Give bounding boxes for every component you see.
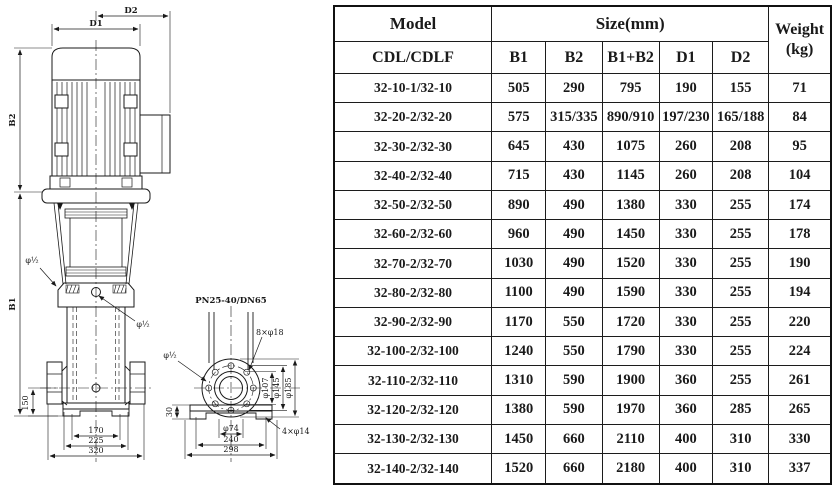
cell-d2: 155 <box>712 73 768 102</box>
dim-label-30: 30 <box>165 406 174 418</box>
dim-label-74: φ74 <box>223 424 239 433</box>
table-row <box>334 366 831 395</box>
table-row <box>334 73 831 102</box>
table-row <box>334 424 831 453</box>
col-header-series: CDL/CDLF <box>334 42 492 74</box>
table-row <box>334 249 831 278</box>
table-row <box>334 307 831 336</box>
cell-weight: 220 <box>769 307 831 336</box>
dim-label-225: 225 <box>88 436 104 445</box>
cell-b1b2: 2180 <box>602 454 659 484</box>
dim-label-107: φ107 <box>261 377 270 399</box>
cell-b1: 715 <box>492 161 546 190</box>
front-view <box>14 11 170 462</box>
cell-model: 32-60-2/32-60 <box>334 220 492 249</box>
table-row <box>334 395 831 424</box>
cell-b1: 1030 <box>492 249 546 278</box>
cell-model: 32-20-2/32-20 <box>334 103 492 132</box>
cell-d2: 255 <box>712 337 768 366</box>
cell-b1: 960 <box>492 220 546 249</box>
cell-d2: 208 <box>712 132 768 161</box>
cell-model: 32-130-2/32-130 <box>334 424 492 453</box>
cell-b1b2: 1790 <box>602 337 659 366</box>
cell-d2: 255 <box>712 190 768 219</box>
cell-b2: 290 <box>546 73 602 102</box>
table-row <box>334 337 831 366</box>
dim-label-150: 150 <box>21 395 30 411</box>
cell-model: 32-10-1/32-10 <box>334 73 492 102</box>
cell-b1b2: 1450 <box>602 220 659 249</box>
cell-b1b2: 795 <box>602 73 659 102</box>
cell-b1: 575 <box>492 103 546 132</box>
cell-b1: 505 <box>492 73 546 102</box>
cell-d1: 330 <box>659 220 712 249</box>
cell-d1: 330 <box>659 337 712 366</box>
cell-b2: 590 <box>546 366 602 395</box>
cell-b2: 430 <box>546 132 602 161</box>
cell-d1: 260 <box>659 132 712 161</box>
cell-b1: 1380 <box>492 395 546 424</box>
cell-weight: 330 <box>769 424 831 453</box>
dim-label-320: 320 <box>88 446 104 455</box>
weight-label: Weight <box>775 20 825 38</box>
cell-b1b2: 1145 <box>602 161 659 190</box>
col-header-size: Size(mm) <box>492 6 769 42</box>
cell-d2: 255 <box>712 366 768 395</box>
col-header-weight <box>769 6 831 73</box>
cell-d1: 330 <box>659 307 712 336</box>
cell-model: 32-40-2/32-40 <box>334 161 492 190</box>
cell-b2: 590 <box>546 395 602 424</box>
col-header-b1: B1 <box>492 42 546 74</box>
table-row <box>334 103 831 132</box>
dim-label-185: φ185 <box>284 377 293 399</box>
cell-weight: 261 <box>769 366 831 395</box>
pump-technical-drawing <box>0 0 333 489</box>
dim-label-145: φ145 <box>272 377 281 399</box>
dim-label-d2: D2 <box>124 6 138 16</box>
cell-weight: 190 <box>769 249 831 278</box>
cell-b2: 490 <box>546 190 602 219</box>
table-header-row-2 <box>334 42 831 74</box>
cell-d1: 400 <box>659 424 712 453</box>
cell-b2: 490 <box>546 278 602 307</box>
cell-weight: 224 <box>769 337 831 366</box>
dim-label-d1: D1 <box>89 19 103 29</box>
cell-b1b2: 1900 <box>602 366 659 395</box>
col-header-d1: D1 <box>659 42 712 74</box>
plug-label-top: φ½ <box>25 256 39 265</box>
cell-b1: 1100 <box>492 278 546 307</box>
cell-b1: 1240 <box>492 337 546 366</box>
cell-b1b2: 1590 <box>602 278 659 307</box>
plug-label-mid: φ½ <box>136 320 150 329</box>
cell-b1: 645 <box>492 132 546 161</box>
cell-b2: 490 <box>546 249 602 278</box>
dimension-table <box>333 5 832 485</box>
cell-d2: 255 <box>712 220 768 249</box>
cell-d1: 360 <box>659 366 712 395</box>
cell-b1: 1520 <box>492 454 546 484</box>
cell-weight: 265 <box>769 395 831 424</box>
col-header-model: Model <box>334 6 492 42</box>
cell-model: 32-50-2/32-50 <box>334 190 492 219</box>
bolt-holes-label: 8×φ18 <box>256 328 284 337</box>
plug-label-side: φ½ <box>163 351 177 360</box>
dim-label-240: 240 <box>223 435 239 444</box>
cell-d2: 310 <box>712 424 768 453</box>
dim-label-170: 170 <box>88 426 104 435</box>
cell-d1: 190 <box>659 73 712 102</box>
dim-label-b1: B1 <box>8 297 18 311</box>
cell-d1: 330 <box>659 278 712 307</box>
cell-b2: 550 <box>546 337 602 366</box>
cell-d2: 165/188 <box>712 103 768 132</box>
col-header-b2: B2 <box>546 42 602 74</box>
cell-d1: 400 <box>659 454 712 484</box>
base-holes-label: 4×φ14 <box>282 427 310 436</box>
cell-b1b2: 1970 <box>602 395 659 424</box>
dim-label-b2: B2 <box>8 113 18 127</box>
cell-d2: 310 <box>712 454 768 484</box>
cell-weight: 178 <box>769 220 831 249</box>
cell-b1b2: 1520 <box>602 249 659 278</box>
cell-b1: 1450 <box>492 424 546 453</box>
table-row <box>334 454 831 484</box>
cell-b1: 1170 <box>492 307 546 336</box>
cell-weight: 194 <box>769 278 831 307</box>
cell-model: 32-110-2/32-110 <box>334 366 492 395</box>
cell-b1b2: 890/910 <box>602 103 659 132</box>
cell-d1: 330 <box>659 190 712 219</box>
weight-unit: (kg) <box>785 40 814 58</box>
dim-label-298: 298 <box>223 445 239 454</box>
col-header-b1b2: B1+B2 <box>602 42 659 74</box>
cell-weight: 95 <box>769 132 831 161</box>
cell-b2: 430 <box>546 161 602 190</box>
cell-b2: 315/335 <box>546 103 602 132</box>
cell-b1b2: 1380 <box>602 190 659 219</box>
table-row <box>334 220 831 249</box>
table-row <box>334 161 831 190</box>
cell-model: 32-90-2/32-90 <box>334 307 492 336</box>
cell-weight: 174 <box>769 190 831 219</box>
flange-spec-label: PN25-40/DN65 <box>195 296 267 306</box>
table-row <box>334 132 831 161</box>
cell-weight: 337 <box>769 454 831 484</box>
cell-d1: 260 <box>659 161 712 190</box>
cell-model: 32-100-2/32-100 <box>334 337 492 366</box>
cell-b1b2: 1075 <box>602 132 659 161</box>
table-row <box>334 190 831 219</box>
cell-weight: 84 <box>769 103 831 132</box>
cell-b1: 890 <box>492 190 546 219</box>
cell-model: 32-120-2/32-120 <box>334 395 492 424</box>
cell-d2: 285 <box>712 395 768 424</box>
cell-model: 32-70-2/32-70 <box>334 249 492 278</box>
cell-model: 32-140-2/32-140 <box>334 454 492 484</box>
cell-d2: 255 <box>712 249 768 278</box>
cell-d2: 255 <box>712 307 768 336</box>
cell-weight: 71 <box>769 73 831 102</box>
cell-d1: 330 <box>659 249 712 278</box>
cell-b1b2: 2110 <box>602 424 659 453</box>
cell-d2: 208 <box>712 161 768 190</box>
cell-model: 32-30-2/32-30 <box>334 132 492 161</box>
table-row <box>334 278 831 307</box>
cell-d1: 360 <box>659 395 712 424</box>
cell-b1: 1310 <box>492 366 546 395</box>
cell-d1: 197/230 <box>659 103 712 132</box>
cell-d2: 255 <box>712 278 768 307</box>
cell-b2: 490 <box>546 220 602 249</box>
cell-b2: 660 <box>546 454 602 484</box>
cell-b2: 550 <box>546 307 602 336</box>
cell-model: 32-80-2/32-80 <box>334 278 492 307</box>
table-header-row-1 <box>334 6 831 42</box>
cell-b1b2: 1720 <box>602 307 659 336</box>
cell-b2: 660 <box>546 424 602 453</box>
cell-weight: 104 <box>769 161 831 190</box>
col-header-d2: D2 <box>712 42 768 74</box>
